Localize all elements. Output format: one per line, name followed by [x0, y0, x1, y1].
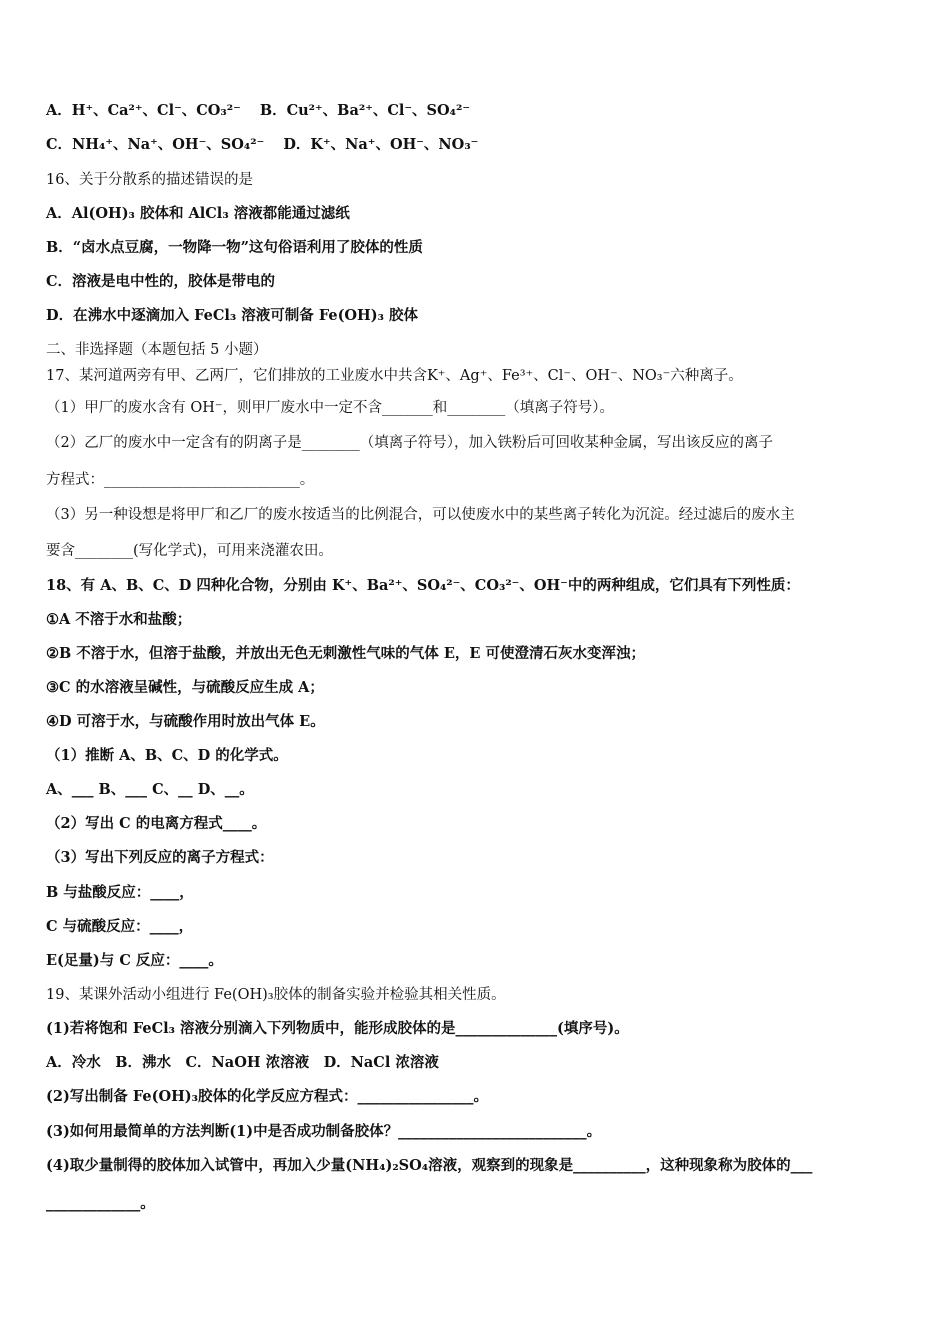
q18-fact-1: ①A 不溶于水和盐酸；: [46, 611, 192, 628]
q19-part4-line1: (4)取少量制得的胶体加入试管中，再加入少量(NH₄)₂SO₄溶液，观察到的现象是__________，这种现象称为胶体的___: [46, 1157, 813, 1174]
q19-part4-line2: _____________。: [46, 1195, 155, 1212]
q18-fact-3: ③C 的水溶液呈碱性，与硫酸反应生成 A；: [46, 679, 324, 696]
q16-option-d: D．在沸水中逐滴加入 FeCl₃ 溶液可制备 Fe(OH)₃ 胶体: [46, 307, 419, 324]
q19-part2: (2)写出制备 Fe(OH)₃胶体的化学反应方程式：________________。: [46, 1088, 488, 1105]
q18-fact-2: ②B 不溶于水，但溶于盐酸，并放出无色无刺激性气味的气体 E，E 可使澄清石灰水变浑浊；: [46, 645, 645, 662]
q19-part3: (3)如何用最简单的方法判断(1)中是否成功制备胶体？__________________________。: [46, 1123, 602, 1140]
q16-option-a: A．Al(OH)₃ 胶体和 AlCl₃ 溶液都能通过滤纸: [46, 205, 350, 222]
section-heading: 二、非选择题（本题包括 5 小题）: [46, 342, 268, 358]
q17-part1: （1）甲厂的废水含有 OH⁻，则甲厂废水中一定不含_______和________（填离子符号）。: [46, 400, 615, 416]
q19-options: A．冷水 B．沸水 C．NaOH 浓溶液 D．NaCl 浓溶液: [46, 1054, 439, 1071]
q17-part2-line1: （2）乙厂的废水中一定含有的阴离子是________（填离子符号），加入铁粉后可回收某种金属，写出该反应的离子: [46, 435, 773, 451]
q15-option-c: C．NH₄⁺、Na⁺、OH⁻、SO₄²⁻: [46, 136, 265, 153]
q18-reaction-1: B 与盐酸反应：____，: [46, 884, 194, 901]
q16-option-b: B．“卤水点豆腐，一物降一物”这句俗语利用了胶体的性质: [46, 239, 423, 256]
q18-stem: 18、有 A、B、C、D 四种化合物，分别由 K⁺、Ba²⁺、SO₄²⁻、CO₃²⁻、OH⁻中的两种组成，它们具有下列性质：: [46, 577, 800, 594]
q19-part1: (1)若将饱和 FeCl₃ 溶液分别滴入下列物质中，能形成胶体的是______________(填序号)。: [46, 1020, 629, 1037]
q15-options-ab: [46, 101, 470, 121]
q15-option-a: A．H⁺、Ca²⁺、Cl⁻、CO₃²⁻: [46, 102, 241, 119]
q18-reaction-2: C 与硫酸反应：____，: [46, 918, 194, 935]
q17-part2-line2: 方程式：___________________________。: [46, 472, 315, 488]
q15-options-cd: [46, 135, 478, 155]
q18-reaction-3: E(足量)与 C 反应：____。: [46, 952, 223, 969]
q16-option-c: C．溶液是电中性的，胶体是带电的: [46, 273, 276, 290]
q18-part1: （1）推断 A、B、C、D 的化学式。: [46, 747, 288, 764]
q15-option-d: D．K⁺、Na⁺、OH⁻、NO₃⁻: [283, 136, 479, 153]
q15-option-b: B．Cu²⁺、Ba²⁺、Cl⁻、SO₄²⁻: [259, 102, 471, 119]
q18-part3: （3）写出下列反应的离子方程式：: [46, 849, 274, 866]
q17-part3-line1: （3）另一种设想是将甲厂和乙厂的废水按适当的比例混合，可以使废水中的某些离子转化为沉淀。经过滤后的废水主: [46, 507, 795, 523]
q18-part2: （2）写出 C 的电离方程式____。: [46, 815, 267, 832]
q19-stem: 19、某课外活动小组进行 Fe(OH)₃胶体的制备实验并检验其相关性质。: [46, 987, 506, 1003]
q18-fact-4: ④D 可溶于水，与硫酸作用时放出气体 E。: [46, 713, 325, 730]
q16-stem: 16、关于分散系的描述错误的是: [46, 172, 253, 188]
q17-stem: 17、某河道两旁有甲、乙两厂，它们排放的工业废水中共含K⁺、Ag⁺、Fe³⁺、Cl⁻、OH⁻、NO₃⁻六种离子。: [46, 368, 743, 384]
q17-part3-line2: 要含________(写化学式)，可用来浇灌农田。: [46, 543, 333, 559]
q18-blanks: A、___ B、___ C、__ D、__。: [46, 781, 254, 798]
